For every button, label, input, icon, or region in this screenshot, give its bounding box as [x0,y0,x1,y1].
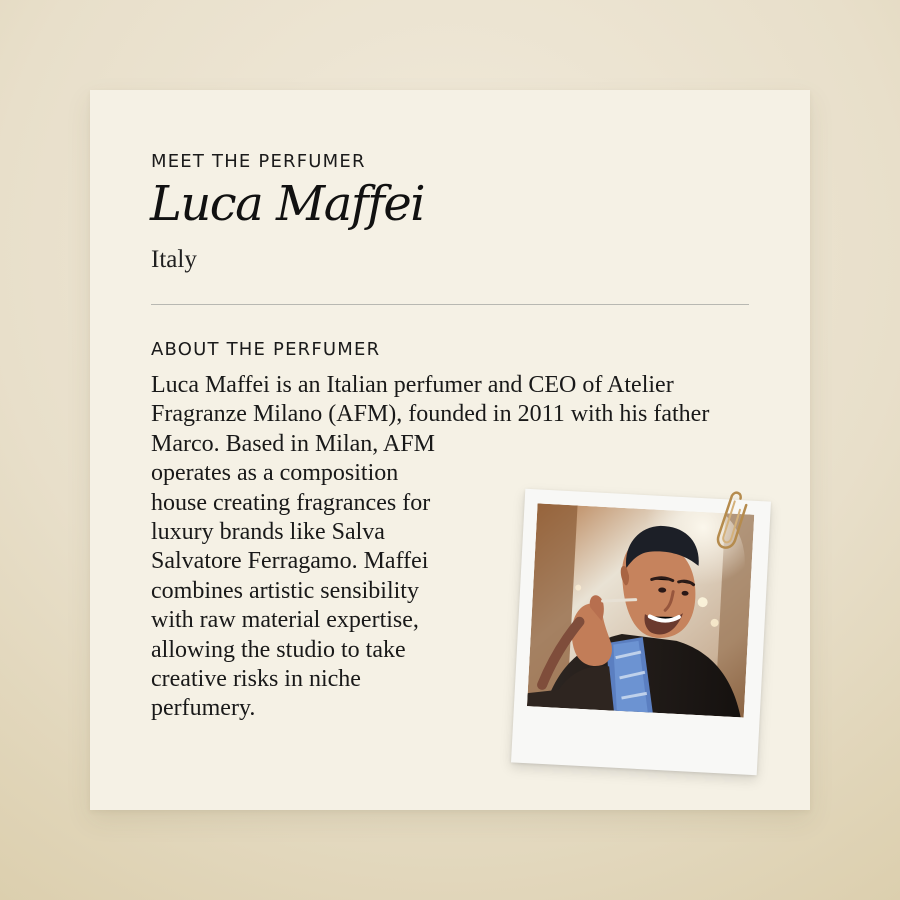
perfumer-bio-text: Luca Maffei is an Italian perfumer and CEO of Atelier Fragranze Milano (AFM), founded in 2011 with his father Marco. Based in Milan, AFM operates as a composition house creating fragrances for luxury brands like Salva Salvatore Ferragamo. Maffei combines artistic sensibility with raw material expertise, allowing the studio to take creative risks in niche perfumery. [151,372,710,722]
perfumer-profile-card [90,90,810,810]
about-perfumer-label: ABOUT THE PERFUMER [151,339,381,360]
meet-perfumer-label: MEET THE PERFUMER [151,151,366,172]
perfumer-name: Luca Maffei [150,176,425,232]
perfumer-country: Italy [151,246,197,273]
section-divider [151,304,749,305]
